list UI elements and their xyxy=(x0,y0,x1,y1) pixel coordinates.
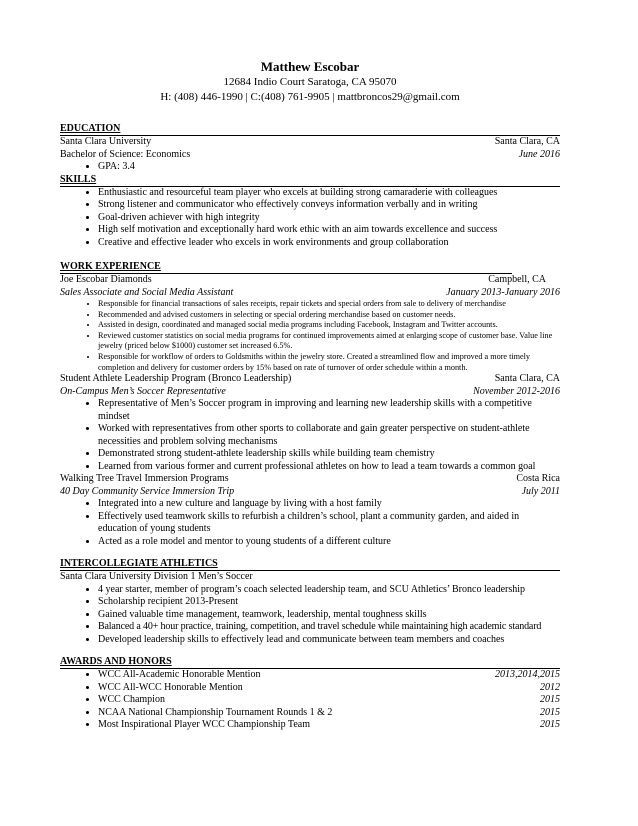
list-item: • Integrated into a new culture and language by living with a host family xyxy=(98,498,560,511)
graduation-date: June 2016 xyxy=(518,148,560,160)
job-title-row xyxy=(60,486,560,499)
list-item: • Assisted in design, coordinated and managed social media programs including Facebook, Instagram and Twitter accounts. xyxy=(98,320,560,331)
award-year: 2012 xyxy=(540,681,560,693)
list-item: • Responsible for financial transactions of sales receipts, repair tickets and special orders from sale to delivery of merchandise xyxy=(98,299,560,310)
list-item: • Demonstrated strong student-athlete leadership skills while building team chemistry xyxy=(98,448,560,461)
award-year: 2013,2014,2015 xyxy=(495,669,560,681)
award-year: 2015 xyxy=(540,694,560,706)
award-year: 2015 xyxy=(540,706,560,718)
list-item: • Acted as a role model and mentor to young students of a different culture xyxy=(98,536,560,549)
list-item: • Recommended and advised customers in selecting or special ordering merchandise based on customer needs. xyxy=(98,310,560,321)
list-item: • GPA: 3.4 xyxy=(98,161,560,174)
list-item: • Scholarship recipient 2013-Present xyxy=(98,596,560,609)
list-item: • Creative and effective leader who excels in work environments and group collaboration xyxy=(98,237,560,250)
job-date: July 2011 xyxy=(521,485,560,497)
job-org: Student Athlete Leadership Program (Bronco Leadership) xyxy=(60,373,292,385)
resume-header xyxy=(60,58,560,105)
skills-bullets xyxy=(60,187,560,250)
athletics-org: Santa Clara University Division 1 Men’s Soccer xyxy=(60,571,253,583)
school-location: Santa Clara, CA xyxy=(494,136,560,147)
section-work-heading: WORK EXPERIENCE xyxy=(60,261,512,274)
education-degree-row xyxy=(60,149,560,162)
job-org-row xyxy=(60,473,560,486)
list-item: • Balanced a 40+ hour practice, training, competition, and travel schedule while maintaining high academic standard xyxy=(98,621,560,634)
list-item: • Responsible for workflow of orders to Goldsmiths within the jewelry store. Created a streamlined flow and improved a more timely completion and delivery for customer orders by 15% based on rate of turnover of order schedule within a month. xyxy=(98,352,560,373)
job-title: 40 Day Community Service Immersion Trip xyxy=(60,485,235,497)
job-title-row xyxy=(60,287,560,300)
list-item: • Strong listener and communicator who effectively conveys information verbally and in writing xyxy=(98,199,560,212)
job-location: Campbell, CA xyxy=(488,274,546,285)
job-bullets xyxy=(60,398,560,473)
job-location: Costa Rica xyxy=(516,473,560,485)
education-bullets xyxy=(60,161,560,174)
section-athletics-heading: INTERCOLLEGIATE ATHLETICS xyxy=(60,558,560,571)
degree: Bachelor of Science: Economics xyxy=(60,148,191,160)
job-title: On-Campus Men’s Soccer Representative xyxy=(60,385,226,397)
job-org: Joe Escobar Diamonds xyxy=(60,274,152,285)
athletics-bullets xyxy=(60,584,560,647)
job-title-row xyxy=(60,386,560,399)
job-date: November 2012-2016 xyxy=(473,385,560,397)
job-title: Sales Associate and Social Media Assistant xyxy=(60,286,234,298)
job-org-row xyxy=(60,274,560,287)
list-item: • WCC Champion 2015 xyxy=(98,694,560,707)
list-item: • Reviewed customer statistics on social media programs for continued improvements aimed at enlarging scope of customer base. Value line jewelry (priced below $1000) customer set increased 6.5%. xyxy=(98,331,560,352)
list-item: • Most Inspirational Player WCC Championship Team 2015 xyxy=(98,719,560,732)
list-item: • Representative of Men’s Soccer program in improving and learning new leadership skills with a competitive mindset xyxy=(98,398,560,423)
job-bullets xyxy=(60,498,560,548)
list-item: • Goal-driven achiever with high integrity xyxy=(98,212,560,225)
list-item: • Effectively used teamwork skills to refurbish a children’s school, plant a community garden, and aided in education of young students xyxy=(98,511,560,536)
award-year: 2015 xyxy=(540,719,560,731)
list-item: • Worked with representatives from other sports to collaborate and gain greater perspective on student-athlete necessities and problem solving mechanisms xyxy=(98,423,560,448)
list-item: • NCAA National Championship Tournament Rounds 1 & 2 2015 xyxy=(98,707,560,720)
job-date: January 2013-January 2016 xyxy=(446,286,560,298)
job-org-row xyxy=(60,373,560,386)
contact-line: H: (408) 446-1990 | C:(408) 761-9905 | mattbroncos29@gmail.com xyxy=(160,91,460,103)
list-item: • Developed leadership skills to effectively lead and communicate between team members and coaches xyxy=(98,634,560,647)
list-item: • 4 year starter, member of program’s coach selected leadership team, and SCU Athletics’ Bronco leadership xyxy=(98,584,560,597)
job-org: Walking Tree Travel Immersion Programs xyxy=(60,473,229,485)
candidate-name: Matthew Escobar xyxy=(260,59,360,74)
list-item: • WCC All-WCC Honorable Mention 2012 xyxy=(98,682,560,695)
section-skills-heading: SKILLS xyxy=(60,174,560,187)
list-item: • Learned from various former and current professional athletes on how to lead a team towards a common goal xyxy=(98,461,560,474)
resume-page xyxy=(60,58,560,732)
job-bullets xyxy=(60,299,560,373)
awards-list xyxy=(60,669,560,732)
section-awards-heading: AWARDS AND HONORS xyxy=(60,656,560,669)
address: 12684 Indio Court Saratoga, CA 95070 xyxy=(223,76,397,88)
list-item: • High self motivation and exceptionally hard work ethic with an aim towards excellence and success xyxy=(98,224,560,237)
section-education-heading: EDUCATION xyxy=(60,123,560,136)
list-item: • Gained valuable time management, teamwork, leadership, mental toughness skills xyxy=(98,609,560,622)
athletics-org-row xyxy=(60,571,560,584)
list-item: • Enthusiastic and resourceful team player who excels at building strong camaraderie with colleagues xyxy=(98,187,560,200)
job-location: Santa Clara, CA xyxy=(494,373,560,385)
education-school-row xyxy=(60,136,560,149)
list-item: • WCC All-Academic Honorable Mention 2013,2014,2015 xyxy=(98,669,560,682)
school-name: Santa Clara University xyxy=(60,136,152,147)
